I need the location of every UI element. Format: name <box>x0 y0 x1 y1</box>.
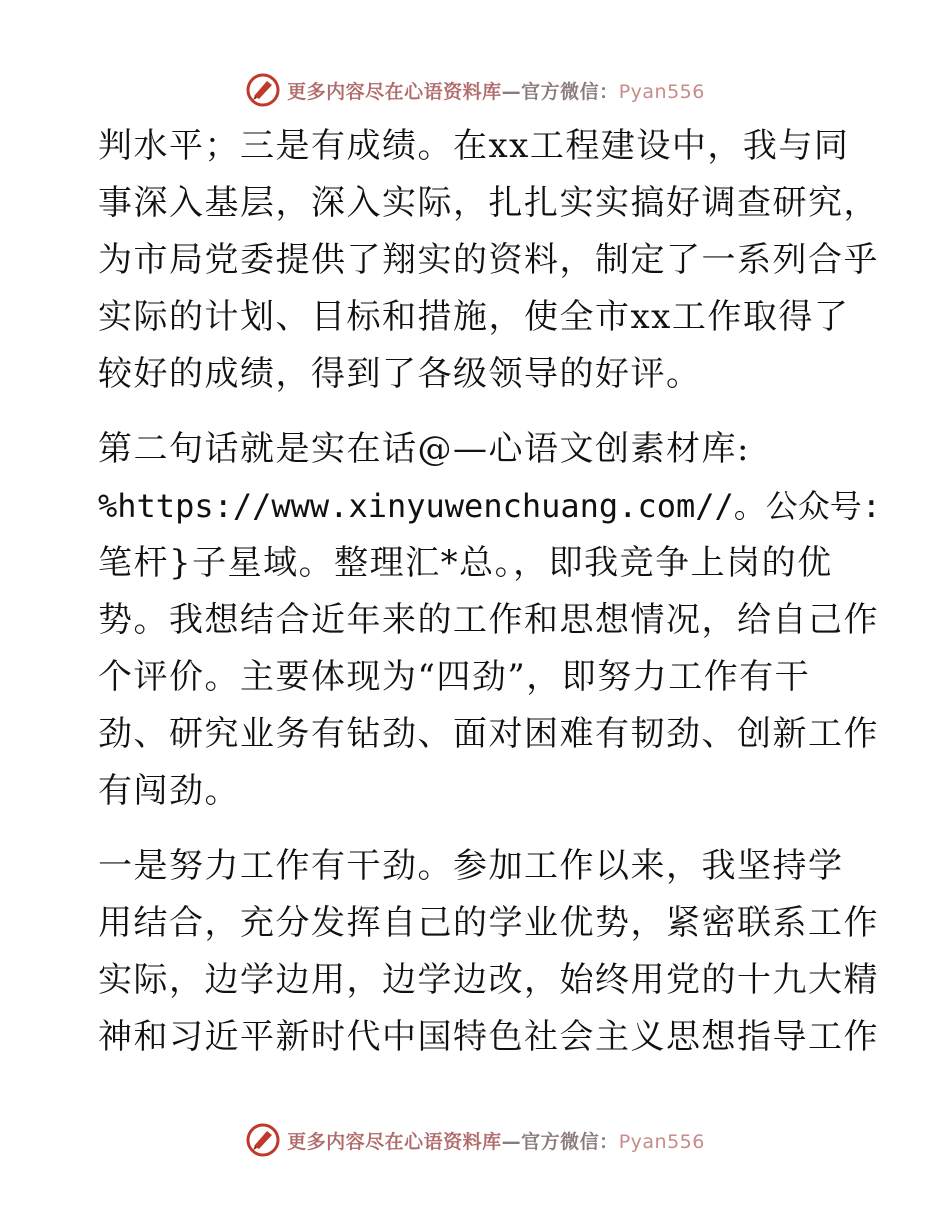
text-line: 实际，边学边用，边学边改，始终用党的十九大精 <box>98 960 879 1000</box>
text-line: 一是努力工作有干劲。参加工作以来，我坚持学 <box>98 846 844 886</box>
watermark-wechat-id: Pyan556 <box>618 1130 705 1153</box>
text-line: 有闯劲。 <box>98 771 240 811</box>
watermark-slogan: 更多内容尽在心语资料库 <box>287 80 502 103</box>
watermark-wechat-label: 官方微信： <box>521 80 619 103</box>
watermark-banner-top <box>0 70 950 110</box>
text-line: 神和习近平新时代中国特色社会主义思想指导工作 <box>98 1017 879 1057</box>
watermark-text <box>287 77 705 104</box>
text-line: 判水平；三是有成绩。在xx工程建设中，我与同 <box>98 126 850 166</box>
watermark-banner-bottom <box>0 1120 950 1160</box>
paragraph-1 <box>98 118 879 403</box>
text-line: 势。我想结合近年来的工作和思想情况，给自己作 <box>98 600 879 640</box>
text-line: 事深入基层，深入实际，扎扎实实搞好调查研究， <box>98 183 879 223</box>
text-line: 实际的计划、目标和措施，使全市xx工作取得了 <box>98 297 850 337</box>
text-line: 第二句话就是实在话@—心语文创素材库: <box>98 429 750 469</box>
paragraph-2 <box>98 421 882 820</box>
watermark-text <box>287 1127 705 1154</box>
text-line: 笔杆}子星域。整理汇*总。，即我竞争上岗的优 <box>98 543 833 583</box>
watermark-slogan: 更多内容尽在心语资料库 <box>287 1130 502 1153</box>
text-line: 较好的成绩，得到了各级领导的好评。 <box>98 354 702 394</box>
text-line: 劲、研究业务有钻劲、面对困难有韧劲、创新工作 <box>98 714 879 754</box>
watermark-separator: — <box>501 1130 522 1153</box>
text-line: 用结合，充分发挥自己的学业优势，紧密联系工作 <box>98 903 879 943</box>
watermark-separator: — <box>501 80 522 103</box>
paragraph-3 <box>98 838 879 1066</box>
url-line: %https://www.xinyuwenchuang.com//。公众号: <box>98 487 882 525</box>
watermark-wechat-label: 官方微信： <box>521 1130 619 1153</box>
xinyu-logo-icon <box>245 1122 281 1158</box>
xinyu-logo-icon <box>245 72 281 108</box>
text-line: 为市局党委提供了翔实的资料，制定了一系列合乎 <box>98 240 879 280</box>
text-line: 个评价。主要体现为“四劲”，即努力工作有干 <box>98 657 811 697</box>
watermark-wechat-id: Pyan556 <box>618 80 705 103</box>
document-body <box>98 118 882 1084</box>
